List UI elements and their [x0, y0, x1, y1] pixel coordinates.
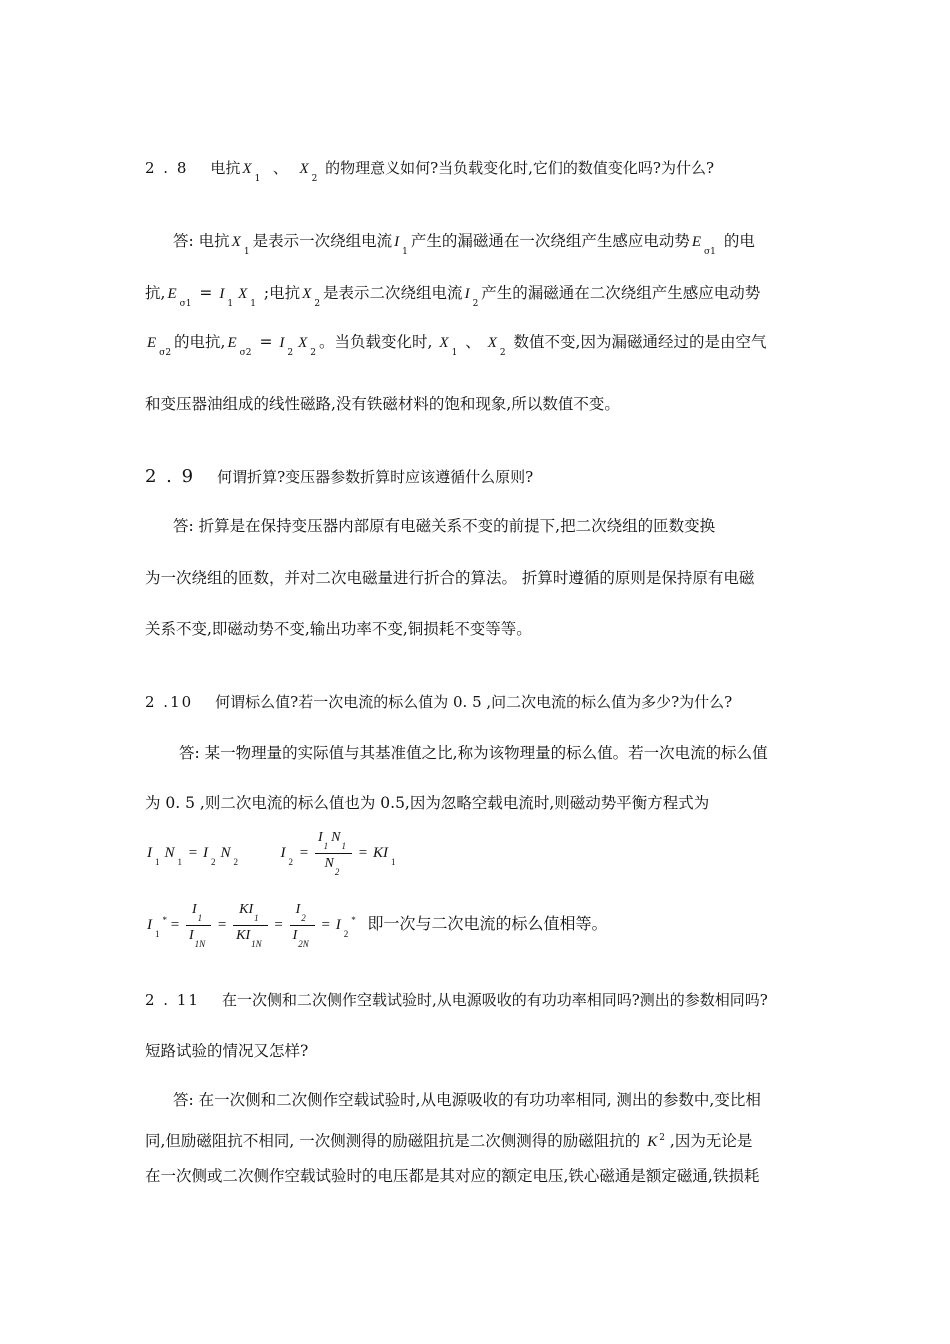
- answer-2-11-line-1: 答: 在一次侧和二次侧作空载试验时,从电源吸收的有功功率相同, 测出的参数中,变比相: [173, 1091, 761, 1109]
- answer-text: 的电: [723, 232, 755, 250]
- answer-2-8-line-4: 和变压器油组成的线性磁路,没有铁磁材料的饱和现象,所以数值不变。: [145, 395, 620, 413]
- answer-2-11-line-2: 同,但励磁阻抗不相同, 一次侧测得的励磁阻抗是二次侧测得的励磁阻抗的 K $^2$ ,因为无论是: [145, 1132, 753, 1150]
- answer-text: 产生的漏磁通在二次绕组产生感应电动势: [481, 284, 761, 302]
- equation-mmf-balance: $I_1N_1 = I_2N_2$ $I_2$ = $\frac{I_1N_1}{N_2}$ = $KI_1$: [147, 830, 396, 877]
- answer-2-9-line-3: 关系不变,即磁动势不变,输出功率不变,铜损耗不变等等。: [145, 620, 532, 638]
- question-2-9: [145, 467, 825, 487]
- question-2-11-line-2: 短路试验的情况又怎样?: [145, 1042, 309, 1060]
- answer-text: 同,但励磁阻抗不相同, 一次侧测得的励磁阻抗是二次侧测得的励磁阻抗的: [145, 1132, 641, 1150]
- answer-text: 是表示一次绕组电流: [252, 232, 393, 250]
- answer-2-10-line-1: 答: 某一物理量的实际值与其基准值之比,称为该物理量的标么值。若一次电流的标么值: [179, 744, 768, 762]
- question-number: 2 .10: [145, 693, 194, 711]
- question-2-8: 2 . 8 电抗 $X_1$ 、 $X_2$ 的物理意义如何?当负载变化时,它们的数值变化吗?为什么?: [145, 159, 715, 184]
- answer-text: ,因为无论是: [669, 1132, 753, 1150]
- question-text: 何谓标么值?若一次电流的标么值为 0. 5 ,问二次电流的标么值为多少?为什么?: [215, 693, 733, 711]
- question-number: 2 . 9: [145, 466, 196, 487]
- answer-text: 抗,: [145, 284, 166, 302]
- answer-2-8-line-3: $E_{\sigma 2}$的电抗, $E_{\sigma 2} = I_2X_2$。当负载变化时, $X_1$ 、 $X_2$ 数值不变,因为漏磁通经过的是由空气: [147, 333, 767, 358]
- question-2-11: [145, 990, 825, 1010]
- answer-2-11-line-3: 在一次侧或二次侧作空载试验时的电压都是其对应的额定电压,铁心磁通是额定磁通,铁损耗: [145, 1167, 760, 1185]
- answer-text: 。当负载变化时,: [319, 333, 433, 351]
- answer-text: 数值不变,因为漏磁通经过的是由空气: [513, 333, 767, 351]
- answer-text: 的电抗,: [174, 333, 226, 351]
- answer-2-8-line-2: 抗, $E_{\sigma 1} = I_1X_1$ ;电抗 $X_2$是表示二次绕组电流 $I_2$产生的漏磁通在二次绕组产生感应电动势: [145, 284, 761, 309]
- answer-text: 答: 电抗: [173, 232, 230, 250]
- question-2-10: [145, 692, 825, 712]
- answer-2-9-line-1: 答: 折算是在保持变压器内部原有电磁关系不变的前提下,把二次绕组的匝数变换: [173, 517, 716, 535]
- separator: 、: [272, 159, 288, 177]
- answer-text: 是表示二次绕组电流: [323, 284, 463, 302]
- answer-text: ;电抗: [263, 284, 301, 302]
- answer-2-8-line-1: 答: 电抗 $X_1$是表示一次绕组电流 $I_1$产生的漏磁通在一次绕组产生感应电动势 $E_{\sigma 1}$ 的电: [173, 232, 755, 257]
- answer-text: 、: [465, 333, 481, 351]
- question-number: 2 . 8: [145, 159, 189, 177]
- question-text: 的物理意义如何?当负载变化时,它们的数值变化吗?为什么?: [325, 159, 715, 177]
- answer-text: 产生的漏磁通在一次绕组产生感应电动势: [410, 232, 690, 250]
- question-number: 2 . 11: [145, 991, 200, 1009]
- equation-per-unit: $I_1^*$ = $\frac{I_1}{I_{1N}}$ = $\frac{KI_1}{KI_{1N}}$ = $\frac{I_2}{I_{2N}}$ = $I_2^*$ 即一次与二次电流的标么值相等。: [147, 902, 608, 949]
- question-text: 在一次侧和二次侧作空载试验时,从电源吸收的有功功率相同吗?测出的参数相同吗?: [221, 991, 768, 1009]
- question-text: 何谓折算?变压器参数折算时应该遵循什么原则?: [217, 468, 534, 486]
- answer-2-10-line-2: 为 0. 5 ,则二次电流的标么值也为 0.5,因为忽略空载电流时,则磁动势平衡方程式为: [145, 794, 710, 812]
- equation-conclusion: 即一次与二次电流的标么值相等。: [367, 913, 608, 933]
- question-text: 电抗: [210, 159, 241, 177]
- answer-2-9-line-2: 为一次绕组的匝数，并对二次电磁量进行折合的算法。 折算时遵循的原则是保持原有电磁: [145, 569, 755, 587]
